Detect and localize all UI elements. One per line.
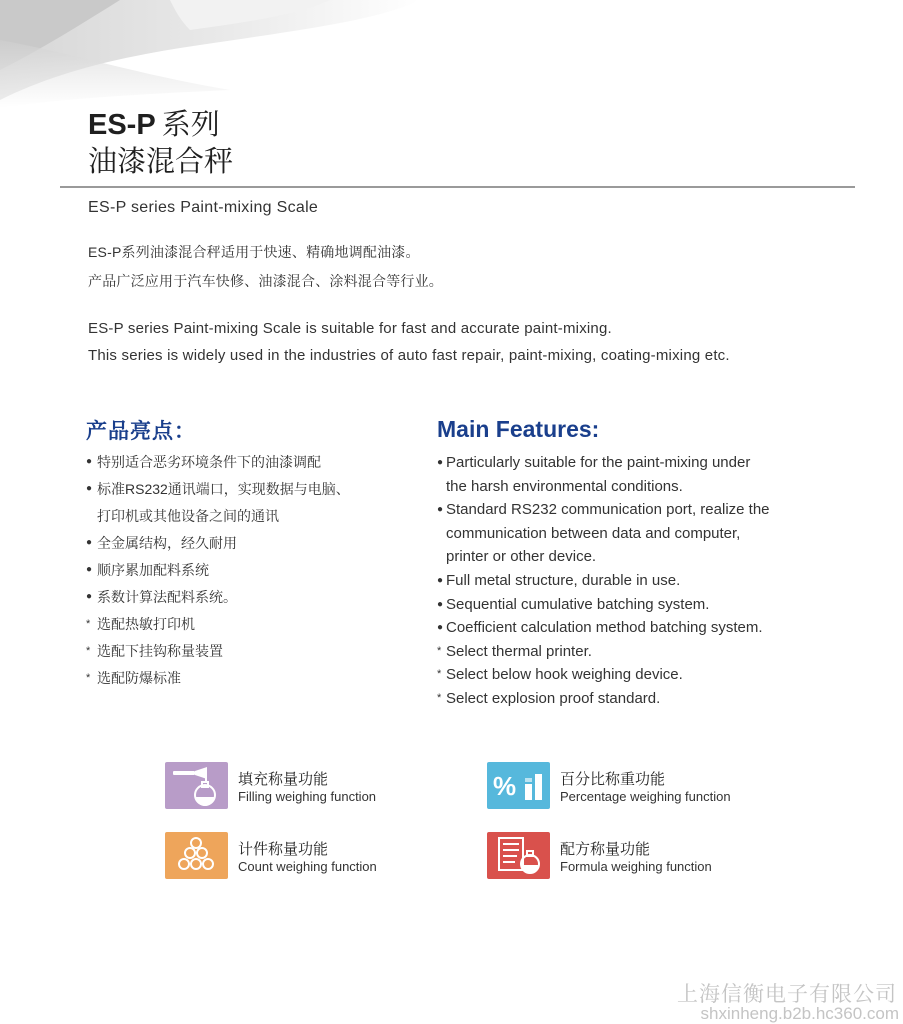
watermark-company: 上海信衡电子有限公司 [677,983,897,1006]
feature-text: Select thermal printer. [446,642,592,660]
title-line-model [88,108,233,143]
features-list-cn [86,451,350,694]
feature-item [437,522,770,546]
star-marker: * [86,618,91,630]
features-title-en: Main Features: [437,416,600,442]
feature-item [437,569,770,593]
function-formula-cn: 配方称量功能 [560,841,651,858]
feature-item [437,498,770,522]
formula-list-icon [487,832,550,879]
feature-item [86,451,350,478]
subtitle-en: ES-P series Paint-mixing Scale [88,199,319,216]
feature-item [437,663,770,687]
flask-dropper-icon [165,762,228,809]
feature-item [437,545,770,569]
bullet-marker: ● [437,598,444,610]
star-marker: * [86,672,91,684]
feature-item [86,586,350,613]
bullet-marker: ● [437,574,444,586]
product-title [88,108,233,180]
feature-item [437,616,770,640]
feature-text: Sequential cumulative batching system. [446,595,710,613]
feature-text: Particularly suitable for the paint-mixing under [446,454,751,471]
bullet-marker: ● [86,537,93,548]
header-decoration [0,0,903,110]
feature-text: 打印机或其他设备之间的通讯 [97,508,279,524]
feature-item [86,613,350,640]
intro-en-line2: This series is widely used in the industries of auto fast repair, paint-mixing, coating-mixing etc. [88,347,730,364]
feature-text: 选配下挂钩称量装置 [97,643,223,659]
feature-text: 全金属结构，经久耐用 [97,535,237,551]
svg-text:%: % [493,771,517,801]
star-marker: * [437,668,442,681]
feature-text: Standard RS232 communication port, realize the [446,501,770,519]
bullet-marker: ● [437,504,444,516]
function-count-en: Count weighing function [238,859,377,874]
feature-item [86,505,350,532]
star-marker: * [437,644,442,657]
feature-text: Full metal structure, durable in use. [446,571,681,589]
function-formula-en: Formula weighing function [560,859,712,874]
stacked-circles-icon [165,832,228,879]
feature-text: Coefficient calculation method batching system. [446,619,763,637]
product-name-cn: 油漆混合秤 [88,145,234,178]
function-filling-cn: 填充称量功能 [238,771,329,788]
feature-item [437,593,770,617]
feature-text: Select explosion proof standard. [446,689,661,707]
feature-text: 选配热敏打印机 [97,616,195,632]
feature-text: the harsh environmental conditions. [446,477,683,495]
feature-text: 顺序累加配料系统 [97,562,209,578]
feature-item [437,451,770,475]
bullet-marker: ● [437,457,444,468]
feature-text: 标准RS232通讯端口，实现数据与电脑、 [97,481,350,497]
title-divider [60,186,855,188]
bullet-marker: ● [86,456,93,467]
feature-text: 特别适合恶劣环境条件下的油漆调配 [97,454,321,470]
feature-item [437,640,770,664]
features-list-en [437,451,770,711]
swoosh-graphic [0,0,903,110]
feature-item [86,532,350,559]
feature-text: Select below hook weighing device. [446,666,683,684]
function-filling-en: Filling weighing function [238,789,377,804]
bullet-marker: ● [437,622,444,634]
feature-item [437,687,770,711]
series-word: 系列 [161,109,220,141]
function-percentage-cn: 百分比称重功能 [560,771,666,788]
feature-text: communication between data and computer, [446,524,741,542]
model-name: ES-P [88,109,156,141]
star-marker: * [86,645,91,657]
intro-cn-line1: ES-P系列油漆混合秤适用于快速、精确地调配油漆。 [88,244,420,260]
star-marker: * [437,691,442,704]
intro-en-line1: ES-P series Paint-mixing Scale is suitable for fast and accurate paint-mixing. [88,320,612,337]
feature-text: printer or other device. [446,548,597,566]
bullet-marker: ● [86,564,93,575]
feature-item [86,559,350,586]
bullet-marker: ● [86,591,93,602]
function-percentage-en: Percentage weighing function [560,789,731,804]
feature-text: 选配防爆标准 [97,670,181,686]
feature-text: 系数计算法配料系统。 [97,589,237,605]
feature-item [437,475,770,499]
feature-item [86,640,350,667]
feature-item [86,478,350,505]
bullet-marker: ● [86,483,93,494]
feature-item [86,667,350,694]
features-title-cn: 产品亮点： [86,420,196,443]
watermark-url: shxinheng.b2b.hc360.com [700,1004,899,1023]
function-count-cn: 计件称量功能 [238,841,329,858]
intro-cn-line2: 产品广泛应用于汽车快修、油漆混合、涂料混合等行业。 [88,273,443,289]
percent-icon [487,762,550,809]
